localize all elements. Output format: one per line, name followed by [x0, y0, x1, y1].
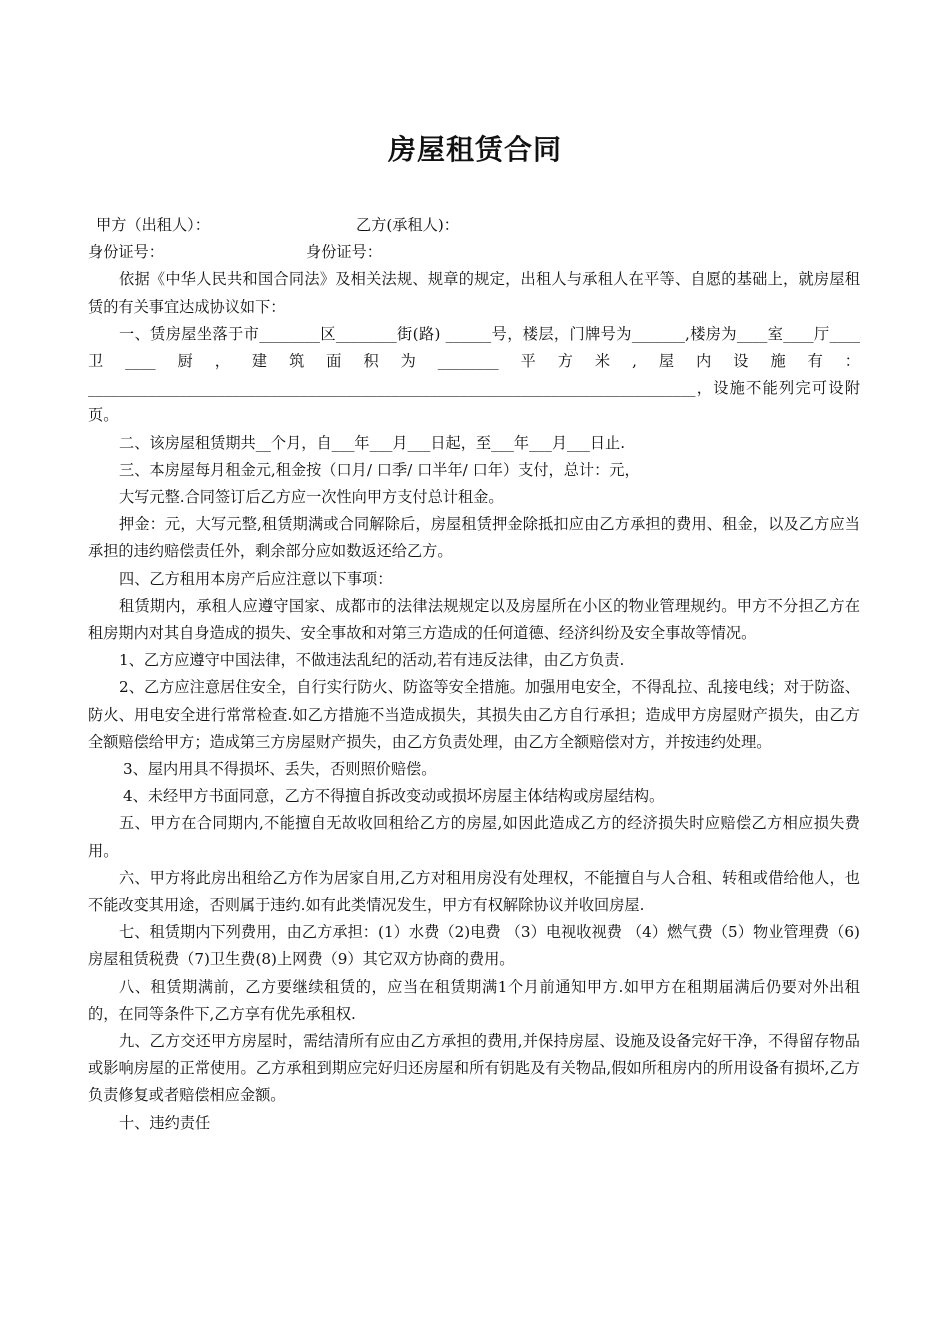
rent-uppercase-line: 大写元整.合同签订后乙方应一次性向甲方支付总计租金。 [119, 488, 504, 506]
clause-4-heading: 四、乙方租用本房产后应注意以下事项： [119, 569, 393, 588]
party-b-label: 乙方(承租人)： [356, 216, 459, 234]
clause-5: 五、甲方在合同期内,不能擅自无故收回租给乙方的房屋,如因此造成乙方的经济损失时应赔偿乙方相应损失费用。 [88, 814, 860, 860]
deposit-paragraph: 押金：元，大写元整,租赁期满或合同解除后，房屋租赁押金除抵扣应由乙方承担的费用、租金，以及乙方应当承担的违约赔偿责任外，剩余部分应如数返还给乙方。 [88, 515, 860, 561]
contract-body [88, 212, 860, 1137]
item-1: 1、乙方应遵守中国法律，不做违法乱纪的活动,若有违反法律，由乙方负责. [119, 651, 625, 670]
id-line [88, 239, 860, 266]
item-4: 4、未经甲方书面同意，乙方不得擅自拆改变动或损坏房屋主体结构或房屋结构。 [123, 787, 665, 806]
id-a-label: 身份证号： [88, 243, 164, 262]
clause-4-body: 租赁期内，承租人应遵守国家、成都市的法律法规规定以及房屋所在小区的物业管理规约。甲方不分担乙方在租房期内对其自身造成的损失、安全事故和对第三方造成的任何道德、经济纠纷及安全事故等情况。 [88, 596, 860, 643]
clause-2-term: 二、该房屋租赁期共__个月，自___年___月___日起，至___年___月___日止. [119, 433, 626, 452]
contract-title: 房屋租赁合同 [387, 133, 562, 166]
clause-1-location: 一、赁房屋坐落于市________区________街(路) ______号，楼层，门牌号为_______,楼房为____室____厅____卫____厨，建筑面积为________平方米,屋内设施有：________________________________________________________________________________，设施不能列完可设附页。 [88, 324, 860, 425]
clause-10-heading: 十、违约责任 [119, 1113, 211, 1132]
item-3: 3、屋内用具不得损坏、丢失，否则照价赔偿。 [123, 760, 437, 779]
clause-8: 八、租赁期满前，乙方要继续租赁的，应当在租赁期满1个月前通知甲方.如甲方在租期届满后仍要对外出租的，在同等条件下,乙方享有优先承租权. [88, 977, 860, 1023]
clause-9: 九、乙方交还甲方房屋时，需结清所有应由乙方承担的费用,并保持房屋、设施及设备完好干净，不得留存物品或影响房屋的正常使用。乙方承租到期应完好归还房屋和所有钥匙及有关物品,假如所租房内的所用设备有损坏,乙方负责修复或者赔偿相应金额。 [88, 1032, 860, 1105]
id-b-label: 身份证号： [306, 243, 382, 262]
clause-3-rent: 三、本房屋每月租金元,租金按（口月/ 口季/ 口半年/ 口年）支付，总计：元， [119, 460, 640, 479]
clause-6: 六、甲方将此房出租给乙方作为居家自用,乙方对租用房没有处理权，不能擅自与人合租、转租或借给他人，也不能改变其用途，否则属于违约.如有此类情况发生，甲方有权解除协议并收回房屋. [88, 868, 860, 915]
clause-7: 七、租赁期内下列费用，由乙方承担：(1）水费（2)电费 （3）电视收视费 （4）燃气费（5）物业管理费（6)房屋租赁税费（7)卫生费(8)上网费（9）其它双方协商的费用。 [88, 923, 860, 969]
intro-paragraph: 依据《中华人民共和国合同法》及相关法规、规章的规定，出租人与承租人在平等、自愿的基础上，就房屋租赁的有关事宜达成协议如下： [88, 270, 860, 316]
item-2: 2、乙方应注意居住安全，自行实行防火、防盗等安全措施。加强用电安全，不得乱拉、乱接电线；对于防盗、防火、用电安全进行常常检查.如乙方措施不当造成损失，其损失由乙方自行承担；造成甲方房屋财产损失，由乙方全额赔偿给甲方；造成第三方房屋财产损失，由乙方负责处理，由乙方全额赔偿对方，并按违约处理。 [88, 678, 860, 751]
party-a-label: 甲方（出租人）： [96, 216, 210, 234]
party-line [88, 212, 860, 239]
